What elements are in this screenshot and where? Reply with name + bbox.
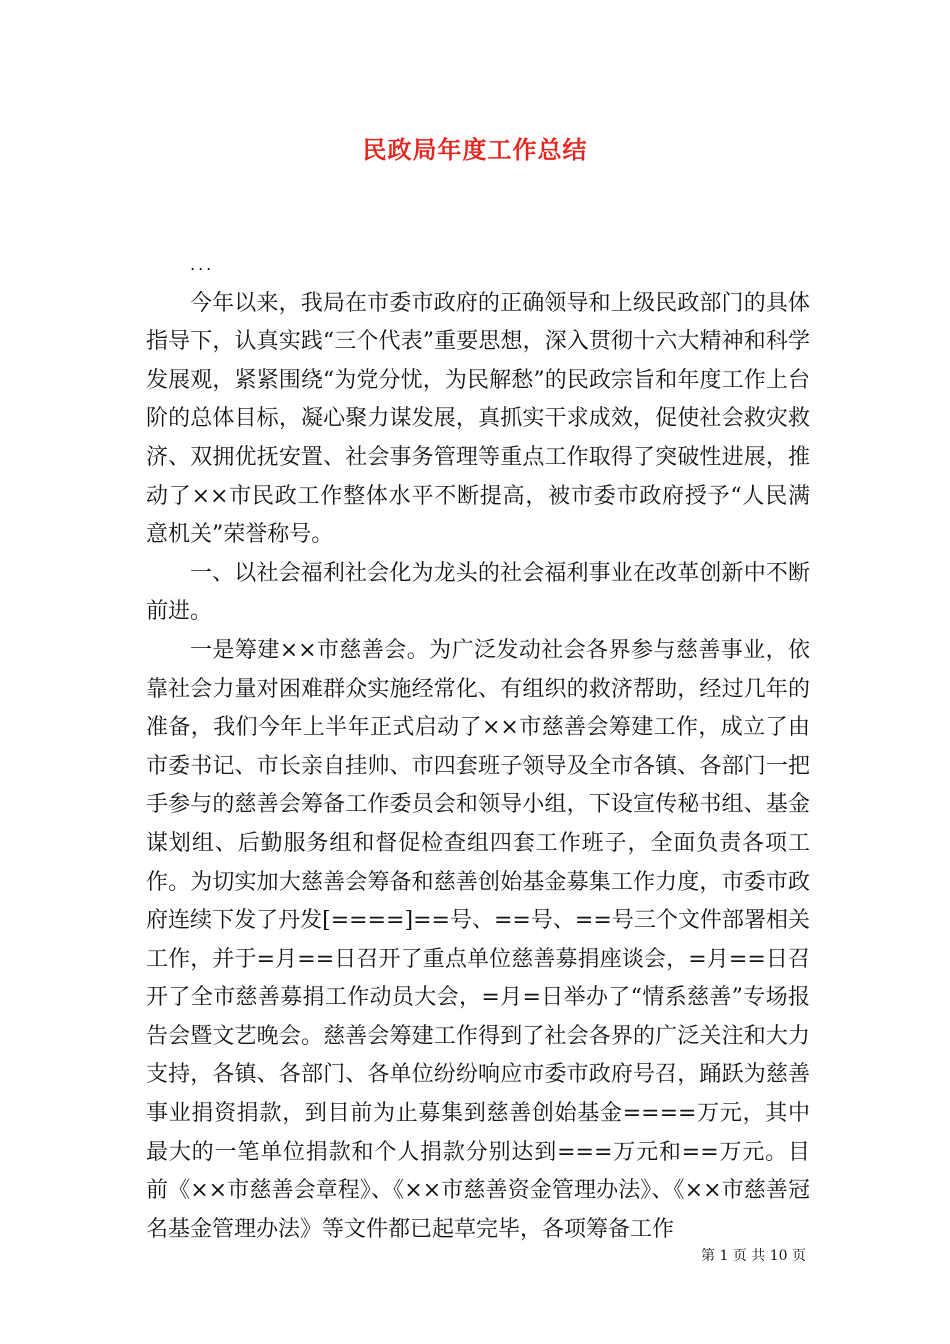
paragraph-intro: 今年以来，我局在市委市政府的正确领导和上级民政部门的具体指导下，认真实践“三个代表”重要思想，深入贯彻十六大精神和科学发展观，紧紧围绕“为党分忧，为民解愁”的民政宗旨和年度工作上台阶的总体目标，凝心聚力谋发展，真抓实干求成效，促使社会救灾救济、双拥优抚安置、社会事务管理等重点工作取得了突破性进展，推动了××市民政工作整体水平不断提高，被市委市政府授予“人民满意机关”荣誉称号。 — [146, 290, 810, 548]
document-title: 民政局年度工作总结 — [362, 135, 588, 164]
paragraph-ellipsis: ... — [190, 255, 215, 274]
page-number: 第 1 页 共 10 页 — [701, 1248, 806, 1264]
document-body — [146, 246, 810, 1249]
paragraph-charity: 一是筹建××市慈善会。为广泛发动社会各界参与慈善事业，依靠社会力量对困难群众实施经常化、有组织的救济帮助，经过几年的准备，我们今年上半年正式启动了××市慈善会筹建工作，成立了由市委书记、市长亲自挂帅、市四套班子领导及全市各镇、各部门一把手参与的慈善会筹备工作委员会和领导小组，下设宣传秘书组、基金谋划组、后勤服务组和督促检查组四套工作班子，全面负责各项工作。为切实加大慈善会筹备和慈善创始基金募集工作力度，市委市政府连续下发了丹发[====]==号、==号、==号三个文件部署相关工作，并于=月==日召开了重点单位慈善募捐座谈会，=月==日召开了全市慈善募捐工作动员大会，=月=日举办了“情系慈善”专场报告会暨文艺晚会。慈善会筹建工作得到了社会各界的广泛关注和大力支持，各镇、各部门、各单位纷纷响应市委市政府号召，踊跃为慈善事业捐资捐款，到目前为止募集到慈善创始基金====万元，其中最大的一笔单位捐款和个人捐款分别达到===万元和==万元。目前《××市慈善会章程》、《××市慈善资金管理办法》、《××市慈善冠名基金管理办法》等文件都已起草完毕，各项筹备工作 — [146, 637, 810, 1242]
section-heading-1: 一、以社会福利社会化为龙头的社会福利事业在改革创新中不断前进。 — [146, 560, 810, 625]
